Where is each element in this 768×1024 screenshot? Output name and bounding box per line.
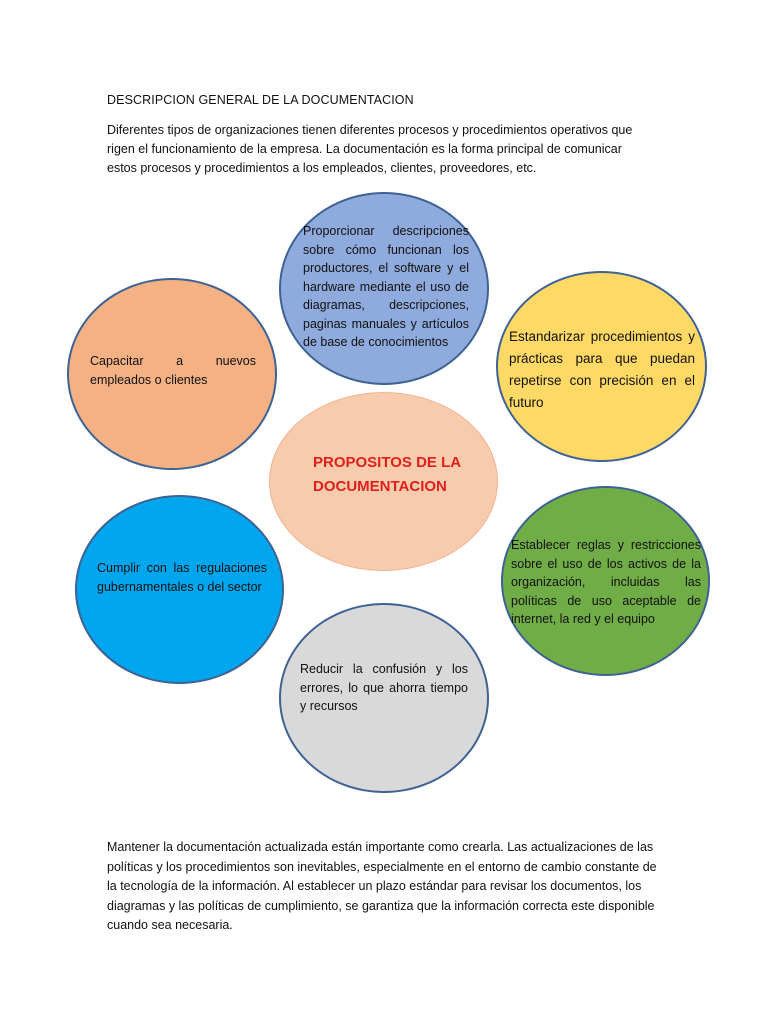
closing-paragraph: Mantener la documentación actualizada están importante como crearla. Las actualizaciones de las políticas y los procedimientos son inevitables, especialmente en el entorno de cambio constante de la tecnología de la información. Al establecer un plazo estándar para revisar los documentos, los diagramas y las políticas de cumplimiento, se garantiza que la información correcta este disponible cuando sea necesaria. bbox=[107, 840, 657, 932]
document-title: DESCRIPCION GENERAL DE LA DOCUMENTACION bbox=[107, 93, 414, 107]
petal-lower-right-text: Establecer reglas y restricciones sobre el uso de los activos de la organización, incluidas las políticas de uso aceptable de internet, la red y el equipo bbox=[511, 538, 701, 626]
petal-bottom-text: Reducir la confusión y los errores, lo que ahorra tiempo y recursos bbox=[300, 662, 468, 713]
petal-upper-right-text: Estandarizar procedimientos y prácticas para que puedan repetirse con precisión en el futuro bbox=[509, 329, 695, 410]
petal-upper-left-text: Capacitar a nuevos empleados o clientes bbox=[90, 354, 256, 387]
center-label: PROPOSITOS DE LA DOCUMENTACION bbox=[313, 454, 461, 495]
petal-lower-left-text: Cumplir con las regulaciones gubernamentales o del sector bbox=[97, 561, 267, 594]
petal-top-text: Proporcionar descripciones sobre cómo funcionan los productores, el software y el hardware mediante el uso de diagramas, descripciones, paginas manuales y artículos de base de conocimientos bbox=[303, 224, 469, 349]
intro-paragraph: Diferentes tipos de organizaciones tienen diferentes procesos y procedimientos operativos que rigen el funcionamiento de la empresa. La documentación es la forma principal de comunicar estos procesos y procedimientos a los empleados, clientes, proveedores, etc. bbox=[107, 123, 633, 175]
